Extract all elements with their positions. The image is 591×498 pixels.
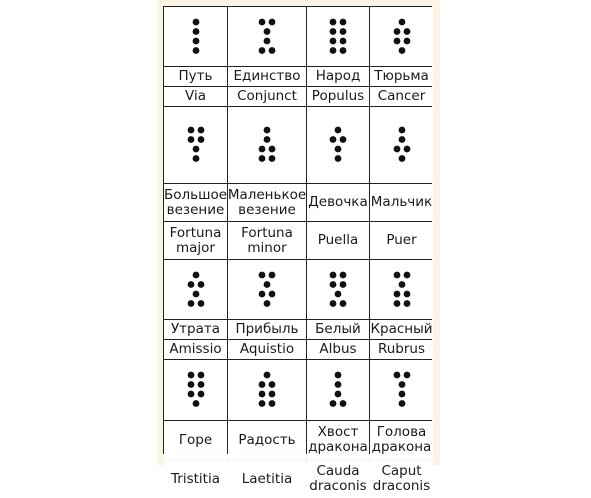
dot xyxy=(330,271,337,278)
dot xyxy=(398,155,405,162)
dot xyxy=(259,290,266,297)
dot xyxy=(340,281,347,288)
dot xyxy=(398,400,405,407)
dot xyxy=(403,28,410,35)
fortuna-major-figure-icon xyxy=(166,117,226,173)
dot xyxy=(335,372,342,379)
dot xyxy=(264,37,271,44)
figure-cell xyxy=(164,360,227,420)
dot xyxy=(330,281,337,288)
russian-name: Красный xyxy=(370,321,433,337)
dot xyxy=(259,146,266,153)
dot xyxy=(187,127,194,134)
dot xyxy=(403,300,410,307)
dot xyxy=(330,300,337,307)
dot xyxy=(335,146,342,153)
dot xyxy=(192,400,199,407)
amissio-figure-icon xyxy=(166,262,226,318)
dot xyxy=(340,47,347,54)
dot xyxy=(187,136,194,143)
dot xyxy=(393,146,400,153)
russian-name: Радость xyxy=(228,421,306,459)
russian-name: Горе xyxy=(164,421,227,459)
puer-figure-icon xyxy=(372,117,432,173)
dot xyxy=(398,281,405,288)
russian-name: Единство xyxy=(228,67,306,86)
dot xyxy=(269,146,276,153)
latin-name: Caput draconis xyxy=(370,460,433,498)
dot xyxy=(393,290,400,297)
russian-name: Голова дракона xyxy=(370,421,433,459)
dot xyxy=(335,155,342,162)
dot xyxy=(187,300,194,307)
dot xyxy=(330,18,337,25)
dot xyxy=(192,290,199,297)
figure-cell xyxy=(307,107,369,183)
figure-cell xyxy=(370,107,433,183)
dot xyxy=(330,37,337,44)
dot xyxy=(259,391,266,398)
latin-name: Fortuna minor xyxy=(228,222,306,259)
dot xyxy=(340,300,347,307)
russian-name: Большое везение xyxy=(164,184,227,221)
dot xyxy=(259,18,266,25)
dot xyxy=(403,271,410,278)
figure-cell xyxy=(228,107,306,183)
dot xyxy=(340,271,347,278)
russian-name: Народ xyxy=(307,67,369,86)
latin-name: Laetitia xyxy=(228,460,306,498)
figure-cell xyxy=(307,360,369,420)
dot xyxy=(393,300,400,307)
dot xyxy=(264,281,271,288)
dot xyxy=(192,146,199,153)
dot xyxy=(269,18,276,25)
dot xyxy=(197,127,204,134)
dot xyxy=(393,37,400,44)
dot xyxy=(192,271,199,278)
dot xyxy=(403,146,410,153)
dot xyxy=(340,18,347,25)
dot xyxy=(264,28,271,35)
dot xyxy=(192,155,199,162)
dot xyxy=(335,290,342,297)
latin-name: Puella xyxy=(307,222,369,259)
albus-figure-icon xyxy=(308,262,368,318)
russian-name: Хвост дракона xyxy=(307,421,369,459)
figure-cell xyxy=(370,7,433,66)
dot xyxy=(187,391,194,398)
caput-draconis-figure-icon xyxy=(372,362,432,418)
latin-name: Conjunct xyxy=(228,87,306,106)
dot xyxy=(197,281,204,288)
latin-name: Rubrus xyxy=(370,340,433,359)
figure-cell xyxy=(307,7,369,66)
geomancy-figures-table xyxy=(163,6,433,494)
dot xyxy=(403,290,410,297)
dot xyxy=(398,381,405,388)
figure-cell xyxy=(307,260,369,319)
dot xyxy=(269,391,276,398)
dot xyxy=(330,136,337,143)
dot xyxy=(335,391,342,398)
carcer-figure-icon xyxy=(372,9,432,65)
dot xyxy=(398,47,405,54)
dot xyxy=(192,37,199,44)
right-background xyxy=(440,0,591,465)
fortuna-minor-figure-icon xyxy=(237,117,297,173)
dot xyxy=(398,127,405,134)
dot xyxy=(197,300,204,307)
figure-cell xyxy=(164,107,227,183)
dot xyxy=(340,136,347,143)
figure-cell xyxy=(164,7,227,66)
rubeus-figure-icon xyxy=(372,262,432,318)
dot xyxy=(187,281,194,288)
dot xyxy=(403,37,410,44)
dot xyxy=(398,136,405,143)
figure-cell xyxy=(164,260,227,319)
dot xyxy=(398,18,405,25)
dot xyxy=(269,155,276,162)
latin-name: Populus xyxy=(307,87,369,106)
dot xyxy=(187,381,194,388)
russian-name: Путь xyxy=(164,67,227,86)
dot xyxy=(269,271,276,278)
dot xyxy=(398,391,405,398)
dot xyxy=(335,381,342,388)
russian-name: Маленькое везение xyxy=(228,184,306,221)
dot xyxy=(259,400,266,407)
dot xyxy=(264,127,271,134)
dot xyxy=(330,28,337,35)
dot xyxy=(335,127,342,134)
russian-name: Утрата xyxy=(164,320,227,339)
dot xyxy=(330,400,337,407)
dot xyxy=(340,400,347,407)
dot xyxy=(269,400,276,407)
latin-name: Amissio xyxy=(164,340,227,359)
dot xyxy=(403,372,410,379)
dot xyxy=(269,47,276,54)
dot xyxy=(264,372,271,379)
figure-cell xyxy=(228,260,306,319)
dot xyxy=(264,136,271,143)
dot xyxy=(393,271,400,278)
conjunctio-figure-icon xyxy=(237,9,297,65)
latin-name: Via xyxy=(164,87,227,106)
figure-cell xyxy=(370,260,433,319)
latin-name: Cauda draconis xyxy=(307,460,369,498)
figure-cell xyxy=(228,360,306,420)
laetitia-figure-icon xyxy=(237,362,297,418)
figure-cell xyxy=(370,360,433,420)
geomancy-sheet xyxy=(163,6,433,494)
populus-figure-icon xyxy=(308,9,368,65)
russian-name: Мальчик xyxy=(370,184,433,221)
dot xyxy=(259,155,266,162)
russian-name: Прибыль xyxy=(228,320,306,339)
dot xyxy=(340,28,347,35)
figure-cell xyxy=(228,7,306,66)
latin-name: Fortuna major xyxy=(164,222,227,259)
russian-name: Белый xyxy=(307,320,369,339)
dot xyxy=(187,372,194,379)
dot xyxy=(259,271,266,278)
dot xyxy=(192,18,199,25)
via-figure-icon xyxy=(166,9,226,65)
dot xyxy=(259,381,266,388)
tristitia-figure-icon xyxy=(166,362,226,418)
dot xyxy=(192,47,199,54)
dot xyxy=(197,391,204,398)
russian-name: Тюрьма xyxy=(370,67,433,86)
dot xyxy=(393,372,400,379)
dot xyxy=(340,37,347,44)
cauda-draconis-figure-icon xyxy=(308,362,368,418)
russian-name: Девочка xyxy=(307,184,369,221)
dot xyxy=(192,28,199,35)
latin-name: Puer xyxy=(370,222,433,259)
dot xyxy=(259,47,266,54)
acquisitio-figure-icon xyxy=(237,262,297,318)
dot xyxy=(269,290,276,297)
left-background xyxy=(0,0,157,465)
dot xyxy=(197,372,204,379)
dot xyxy=(197,136,204,143)
dot xyxy=(393,28,400,35)
puella-figure-icon xyxy=(308,117,368,173)
latin-name: Cancer xyxy=(370,87,433,106)
latin-name: Tristitia xyxy=(164,460,227,498)
dot xyxy=(330,47,337,54)
latin-name: Albus xyxy=(307,340,369,359)
dot xyxy=(264,300,271,307)
latin-name: Aquistio xyxy=(228,340,306,359)
dot xyxy=(269,381,276,388)
dot xyxy=(197,381,204,388)
